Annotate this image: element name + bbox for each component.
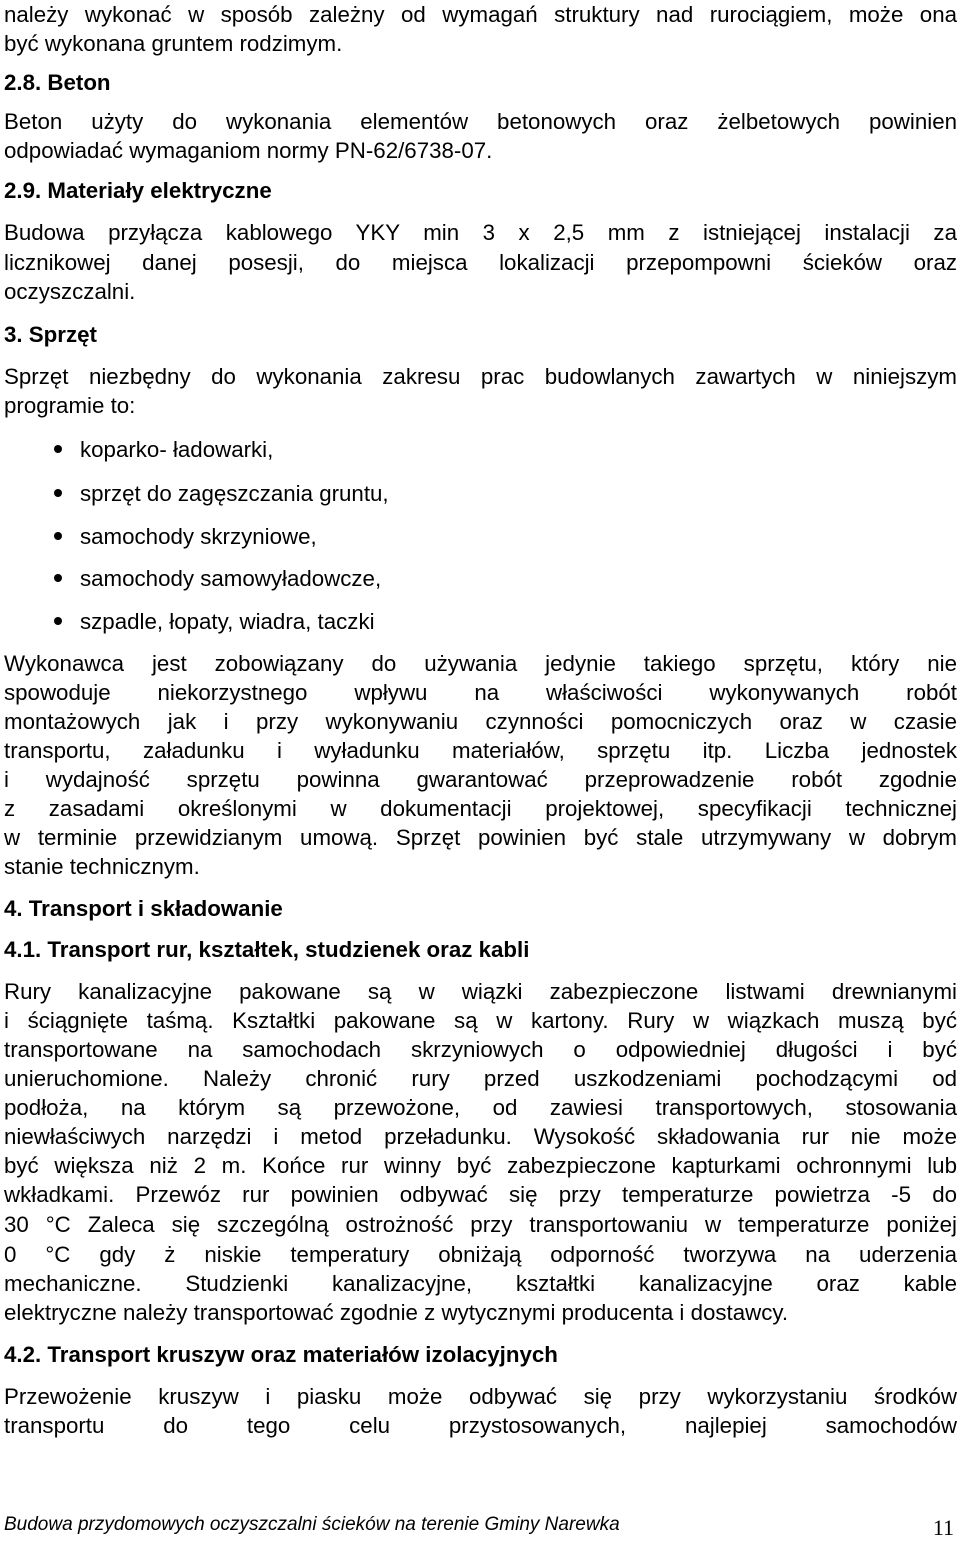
text-line: 30 °C Zaleca się szczególną ostrożność przy transportowaniu w temperaturze poniżej xyxy=(4,1212,957,1237)
text-line: programie to: xyxy=(4,393,136,418)
section-heading: 4.1. Transport rur, kształtek, studzienek oraz kabli xyxy=(4,937,530,962)
text-line: licznikowej danej posesji, do miejsca lokalizacji przepompowni ścieków oraz xyxy=(4,250,957,275)
text-line: w terminie przewidzianym umową. Sprzęt powinien być stale utrzymywany w dobrym xyxy=(4,825,957,850)
text-line: spowoduje niekorzystnego wpływu na właściwości wykonywanych robót xyxy=(4,680,957,705)
text-line: transportowane na samochodach skrzyniowych o odpowiedniej długości i być xyxy=(4,1037,957,1062)
text-line: montażowych jak i przy wykonywaniu czynności pomocniczych oraz w czasie xyxy=(4,709,957,734)
bullet-icon xyxy=(54,532,62,540)
section-heading: 4. Transport i składowanie xyxy=(4,896,283,921)
list-item-text: samochody skrzyniowe, xyxy=(80,524,317,549)
text-line: odpowiadać wymaganiom normy PN-62/6738-07. xyxy=(4,138,493,163)
text-line: oczyszczalni. xyxy=(4,279,136,304)
text-line: i ściągnięte taśmą. Kształtki pakowane są w kartony. Rury w wiązkach muszą być xyxy=(4,1008,957,1033)
page-number: 11 xyxy=(932,1515,954,1540)
list-item xyxy=(54,609,375,635)
list-item xyxy=(54,437,273,463)
text-line: transportu do tego celu przystosowanych, najlepiej samochodów xyxy=(4,1413,957,1438)
text-line: Wykonawca jest zobowiązany do używania jedynie takiego sprzętu, który nie xyxy=(4,651,957,676)
text-line: z zasadami określonymi w dokumentacji projektowej, specyfikacji technicznej xyxy=(4,796,957,821)
bullet-icon xyxy=(54,489,62,497)
bullet-icon xyxy=(54,445,62,453)
text-line: Rury kanalizacyjne pakowane są w wiązki zabezpieczone listwami drewnianymi xyxy=(4,979,957,1004)
list-item xyxy=(54,481,389,507)
text-line: Przewożenie kruszyw i piasku może odbywać się przy wykorzystaniu środków xyxy=(4,1384,957,1409)
text-line: 0 °C gdy ż niskie temperatury obniżają odporność tworzywa na uderzenia xyxy=(4,1242,957,1267)
list-item xyxy=(54,566,381,592)
text-line: transportu, załadunku i wyładunku materiałów, sprzętu itp. Liczba jednostek xyxy=(4,738,957,763)
list-item-text: samochody samowyładowcze, xyxy=(80,566,382,591)
list-item-text: sprzęt do zagęszczania gruntu, xyxy=(80,481,389,506)
text-line: być większa niż 2 m. Końce rur winny być zabezpieczone kapturkami ochronnymi lub xyxy=(4,1153,957,1178)
text-line: elektryczne należy transportować zgodnie z wytycznymi producenta i dostawcy. xyxy=(4,1300,789,1325)
section-heading: 2.9. Materiały elektryczne xyxy=(4,178,272,203)
text-line: Beton użyty do wykonania elementów betonowych oraz żelbetowych powinien xyxy=(4,109,957,134)
text-line: i wydajność sprzętu powinna gwarantować przeprowadzenie robót zgodnie xyxy=(4,767,957,792)
list-item-text: szpadle, łopaty, wiadra, taczki xyxy=(80,609,375,634)
text-line: unieruchomione. Należy chronić rury przed uszkodzeniami pochodzącymi od xyxy=(4,1066,957,1091)
text-line: wkładkami. Przewóz rur powinien odbywać się przy temperaturze powietrza -5 do xyxy=(4,1182,957,1207)
text-line: Budowa przyłącza kablowego YKY min 3 x 2,5 mm z istniejącej instalacji za xyxy=(4,220,957,245)
text-line: podłoża, na którym są przewożone, od zawiesi transportowych, stosowania xyxy=(4,1095,957,1120)
text-line: Sprzęt niezbędny do wykonania zakresu prac budowlanych zawartych w niniejszym xyxy=(4,364,957,389)
bullet-icon xyxy=(54,574,62,582)
list-item-text: koparko- ładowarki, xyxy=(80,437,274,462)
section-heading: 2.8. Beton xyxy=(4,70,111,95)
text-line: być wykonana gruntem rodzimym. xyxy=(4,31,343,56)
footer-title: Budowa przydomowych oczyszczalni ścieków na terenie Gminy Narewka xyxy=(4,1514,620,1535)
section-heading: 3. Sprzęt xyxy=(4,322,97,347)
text-line: stanie technicznym. xyxy=(4,854,200,879)
list-item xyxy=(54,524,317,550)
text-line: niewłaściwych narzędzi i metod przeładunku. Wysokość składowania rur nie może xyxy=(4,1124,957,1149)
text-line: mechaniczne. Studzienki kanalizacyjne, kształtki kanalizacyjne oraz kable xyxy=(4,1271,957,1296)
section-heading: 4.2. Transport kruszyw oraz materiałów izolacyjnych xyxy=(4,1342,558,1367)
bullet-icon xyxy=(54,617,62,625)
text-line: należy wykonać w sposób zależny od wymagań struktury nad rurociągiem, może ona xyxy=(4,2,957,27)
